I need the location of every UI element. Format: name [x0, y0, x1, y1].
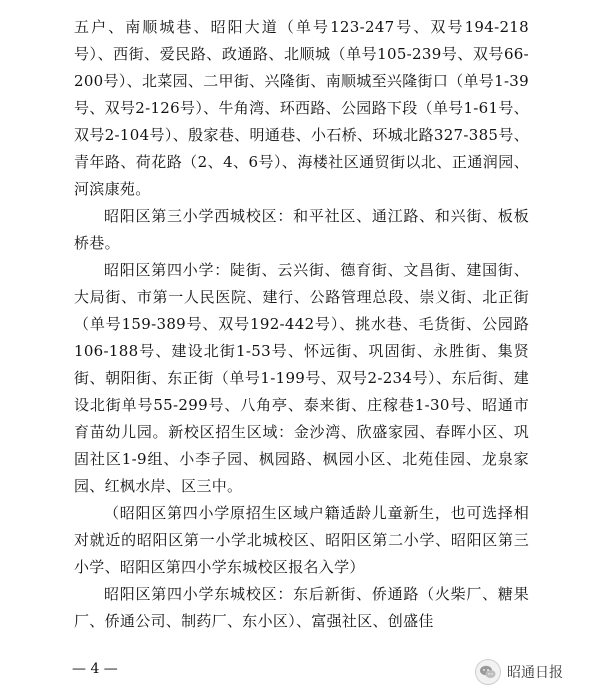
- watermark-text: 昭通日报: [507, 665, 563, 681]
- paragraph-2: 昭阳区第三小学西城校区：和平社区、通江路、和兴街、板板桥巷。: [74, 207, 529, 252]
- page-footer: [0, 655, 591, 692]
- document-body: [74, 14, 529, 635]
- paragraph-4: （昭阳区第四小学原招生区域户籍适龄儿童新生，也可选择相对就近的昭阳区第一小学北城校区、昭阳区第二小学、昭阳区第三小学、昭阳区第四小学东城校区报名入学）: [74, 504, 529, 576]
- watermark: [475, 659, 563, 685]
- paragraph-3: 昭阳区第四小学：陡街、云兴街、德育街、文昌街、建国街、大局街、市第一人民医院、建行、公路管理总段、崇义街、北正街（单号159-389号、双号192-442号）、挑水巷、毛货街、公园路106-188号、建设北街1-53号、怀远街、巩固街、永胜街、集贤街、朝阳街、东正街（单号1-199号、双号2-234号）、东后街、建设北街单号55-299号、八角亭、泰来街、庄稼巷1-30号、昭通市育苗幼儿园。新校区招生区域：金沙湾、欣盛家园、春晖小区、巩固社区1-9组、小李子园、枫园路、枫园小区、北苑佳园、龙泉家园、红枫水岸、区三中。: [74, 261, 529, 495]
- wechat-icon: [475, 659, 501, 685]
- paragraph-1: 五户、南顺城巷、昭阳大道（单号123-247号、双号194-218号）、西街、爱民路、政通路、北顺城（单号105-239号、双号66-200号）、北菜园、二甲街、兴隆街、南顺城至兴隆街口（单号1-39号、双号2-126号）、牛角湾、环西路、公园路下段（单号1-61号、双号2-104号）、殷家巷、明通巷、小石桥、环城北路327-385号、青年路、荷花路（2、4、6号）、海楼社区通贸街以北、正通润园、河滨康苑。: [74, 18, 529, 198]
- paragraph-5: 昭阳区第四小学东城校区：东后新街、侨通路（火柴厂、糖果厂、侨通公司、制药厂、东小区）、富强社区、创盛佳: [74, 585, 529, 630]
- page-number: — 4 —: [72, 661, 118, 677]
